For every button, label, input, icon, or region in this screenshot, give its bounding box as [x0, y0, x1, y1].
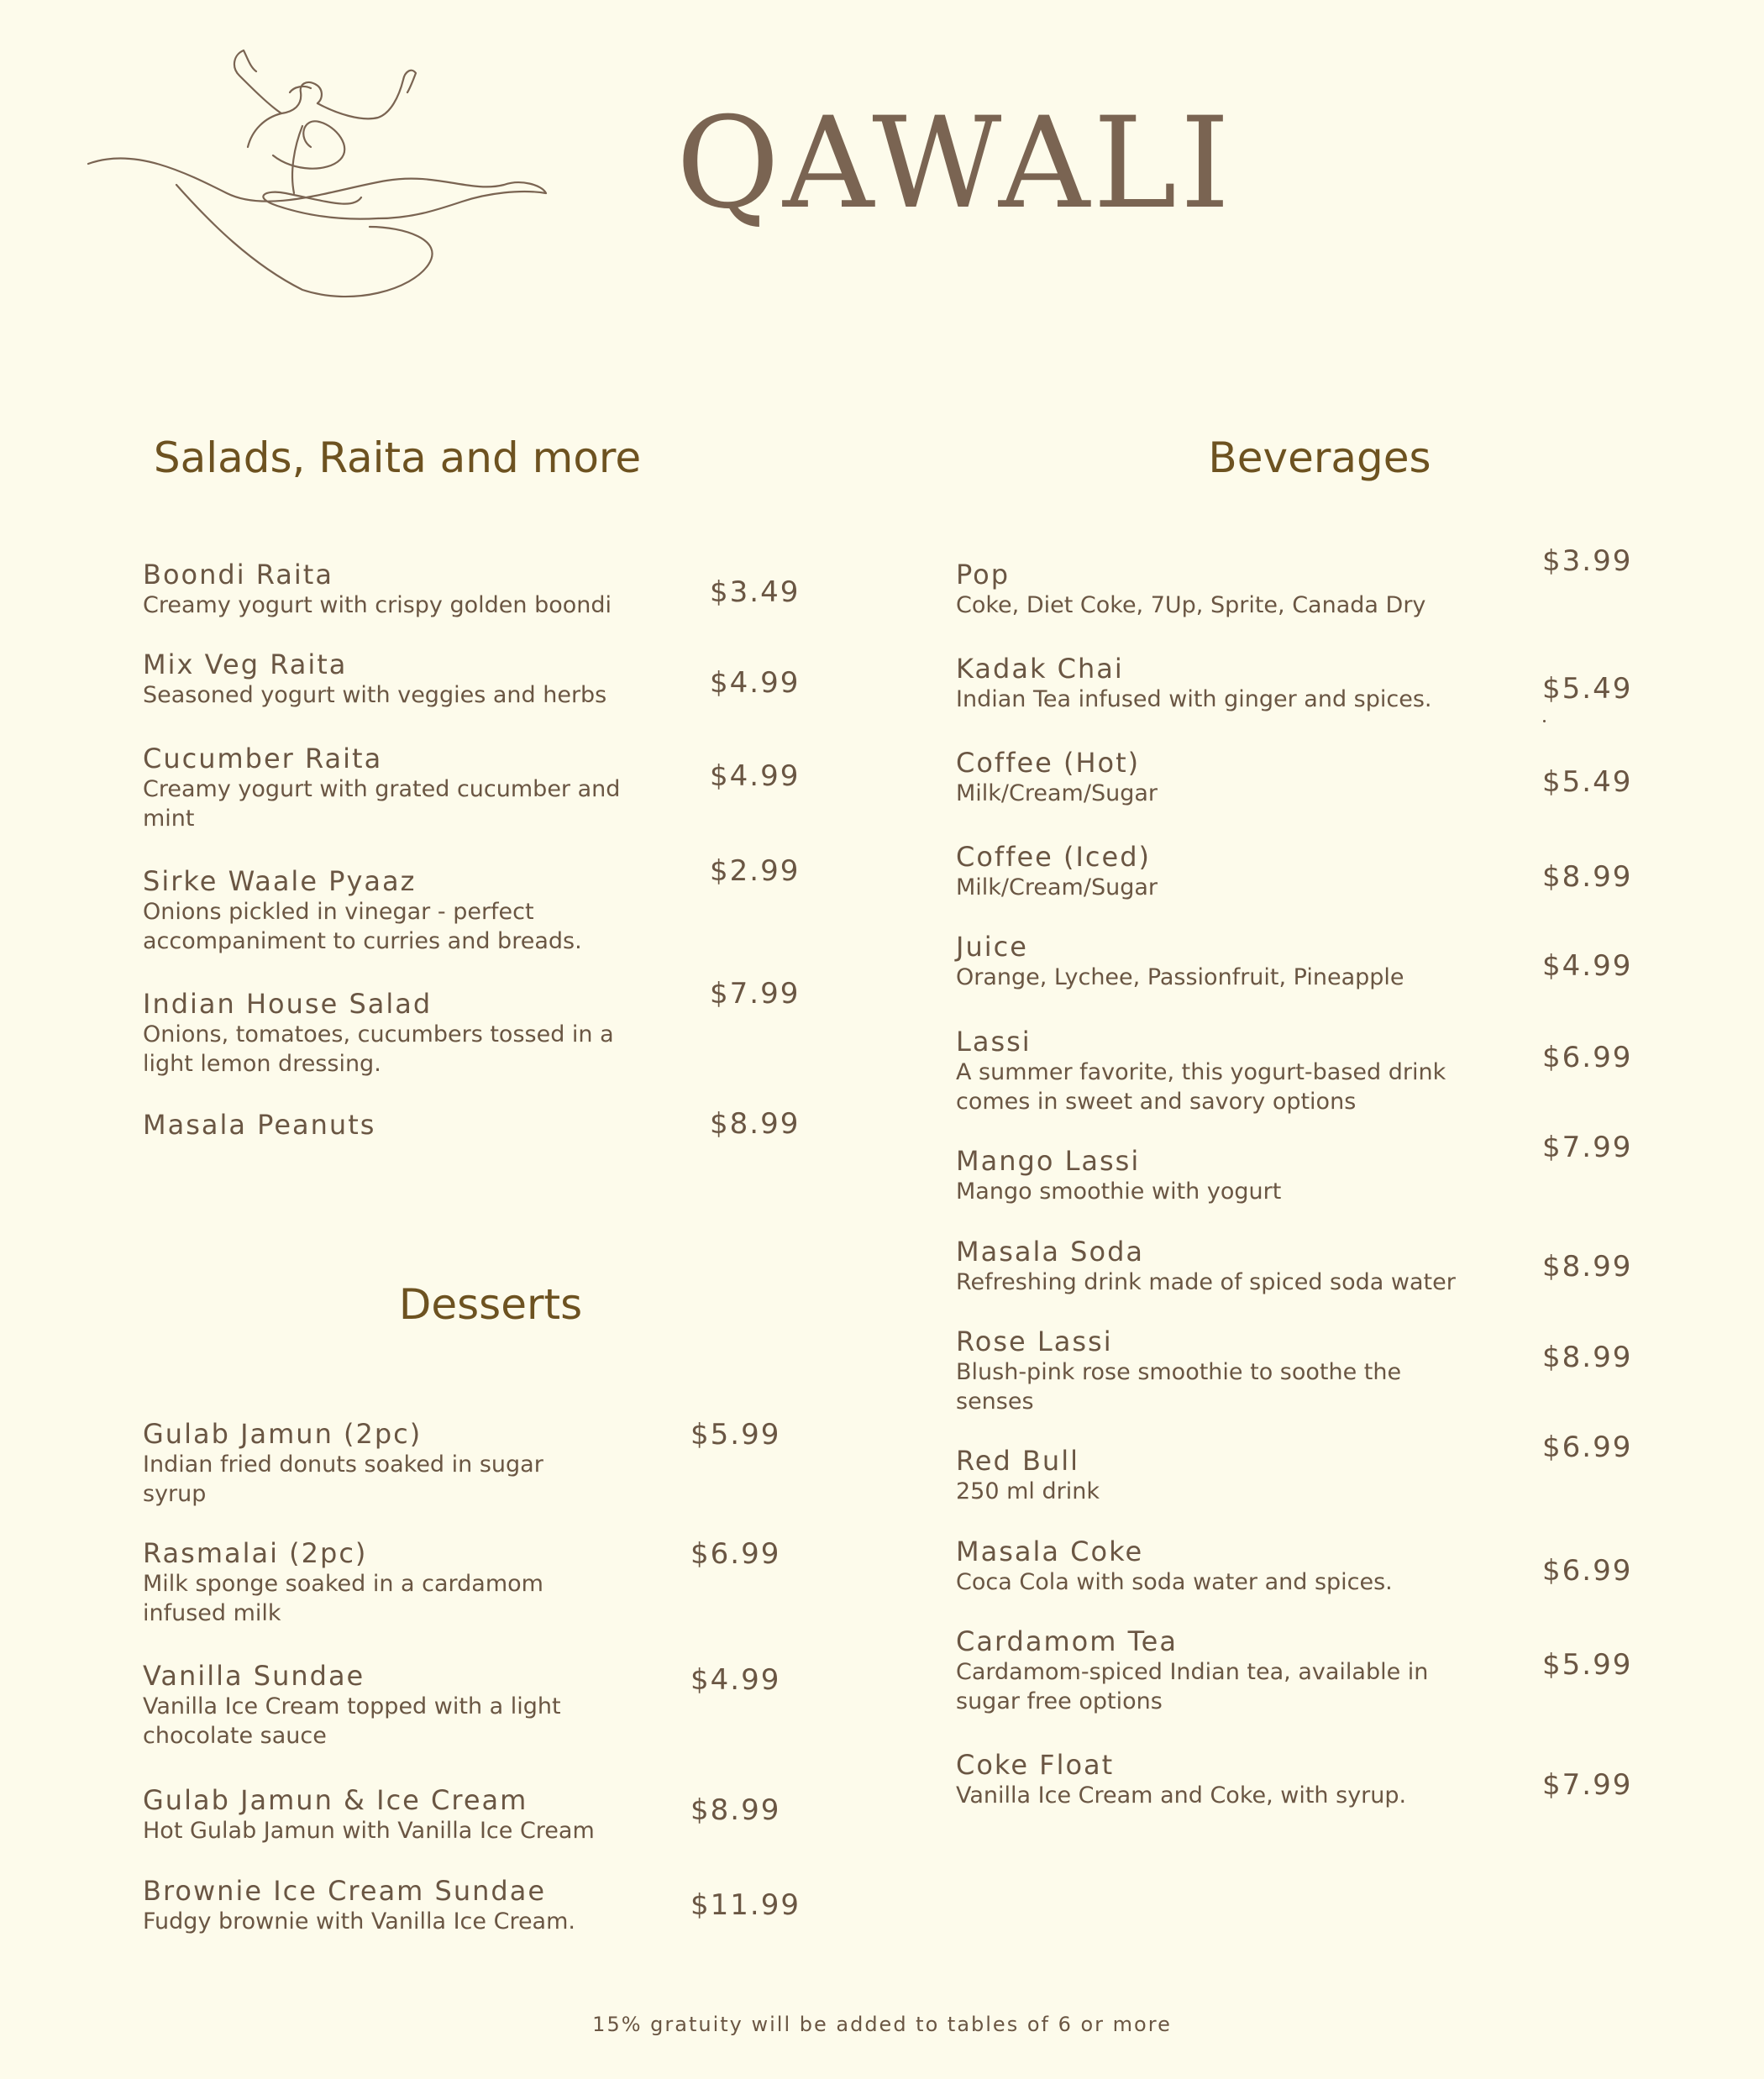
menu-item-description: A summer favorite, this yogurt-based drink comes in sweet and savory options: [956, 1059, 1446, 1115]
menu-item-description: Creamy yogurt with grated cucumber and mint: [143, 776, 621, 832]
menu-item: [956, 1145, 1477, 1206]
menu-item: [956, 1749, 1477, 1810]
menu-item-description: Milk/Cream/Sugar: [956, 780, 1158, 806]
menu-item-price: $4.99: [710, 759, 801, 793]
menu-item-name: Pop: [956, 559, 1011, 591]
menu-item-description: 250 ml drink: [956, 1478, 1100, 1504]
menu-item: [143, 865, 664, 956]
menu-item: [956, 1026, 1477, 1116]
menu-item-price: $8.99: [1542, 1341, 1633, 1374]
menu-item-price: $7.99: [1542, 1131, 1633, 1164]
menu-item-price: $8.99: [690, 1793, 781, 1827]
menu-item-description: Blush-pink rose smoothie to soothe the senses: [956, 1359, 1402, 1415]
menu-item-price: $6.99: [690, 1537, 781, 1571]
menu-item-name: Gulab Jamun & Ice Cream: [143, 1784, 528, 1816]
menu-item-price: $3.49: [710, 575, 801, 609]
menu-item: [143, 743, 664, 833]
menu-item-description: Vanilla Ice Cream topped with a light chocolate sauce: [143, 1693, 561, 1749]
menu-item-name: Cardamom Tea: [956, 1625, 1178, 1657]
menu-item: [956, 1445, 1477, 1506]
menu-item-name: Rasmalai (2pc): [143, 1537, 368, 1569]
menu-item-description: Creamy yogurt with crispy golden boondi: [143, 592, 612, 618]
menu-item: [143, 559, 664, 620]
gratuity-note: 15% gratuity will be added to tables of 6 or more: [592, 2013, 1172, 2036]
menu-item: [956, 747, 1477, 808]
menu-item-name: Rose Lassi: [956, 1326, 1113, 1357]
menu-item-name: Vanilla Sundae: [143, 1660, 365, 1692]
menu-item-description: Indian fried donuts soaked in sugar syrup: [143, 1452, 543, 1507]
menu-item: [956, 1236, 1477, 1297]
menu-item: [956, 1625, 1477, 1716]
menu-item-price: $4.99: [690, 1663, 781, 1697]
menu-item: [956, 559, 1477, 620]
menu-item-description: Onions, tomatoes, cucumbers tossed in a light lemon dressing.: [143, 1021, 614, 1077]
menu-item-price: $8.99: [710, 1107, 801, 1141]
menu-item-price: $7.99: [1542, 1768, 1633, 1802]
menu-item-description: Indian Tea infused with ginger and spices.: [956, 686, 1432, 712]
menu-item-name: Indian House Salad: [143, 988, 433, 1020]
menu-item-price: $6.99: [1542, 1041, 1633, 1074]
menu-item: [143, 1875, 664, 1936]
menu-item-name: Masala Coke: [956, 1536, 1144, 1567]
menu-item-description: Cardamom-spiced Indian tea, available in sugar free options: [956, 1659, 1429, 1714]
menu-item-name: Red Bull: [956, 1445, 1079, 1477]
desserts-section-title: Desserts: [398, 1280, 583, 1329]
menu-item-price: $3.99: [1542, 544, 1633, 578]
menu-item-price: $5.99: [690, 1418, 781, 1452]
menu-item-price: $2.99: [710, 854, 801, 888]
brand-title: QAWALI: [676, 91, 1234, 237]
menu-item-description: Refreshing drink made of spiced soda water: [956, 1269, 1456, 1295]
menu-item-name: Sirke Waale Pyaaz: [143, 865, 417, 897]
menu-item-name: Coffee (Hot): [956, 747, 1141, 779]
menu-item-name: Masala Soda: [956, 1236, 1144, 1268]
menu-item-name: Brownie Ice Cream Sundae: [143, 1875, 546, 1907]
whirling-dervish-icon: [84, 46, 554, 307]
salads-section-title: Salads, Raita and more: [153, 433, 642, 482]
menu-item-price: $11.99: [690, 1888, 801, 1922]
menu-item-name: Masala Peanuts: [143, 1109, 376, 1141]
menu-item-description: Vanilla Ice Cream and Coke, with syrup.: [956, 1782, 1407, 1809]
menu-item: [956, 931, 1477, 992]
menu-item-price: $7.99: [710, 977, 801, 1011]
menu-item-name: Kadak Chai: [956, 653, 1124, 685]
menu-item-description: Milk sponge soaked in a cardamom infused milk: [143, 1571, 543, 1626]
menu-item-name: Mango Lassi: [956, 1145, 1141, 1177]
menu-item-name: Mix Veg Raita: [143, 648, 348, 680]
menu-item-name: Juice: [956, 931, 1028, 963]
menu-item-description: Fudgy brownie with Vanilla Ice Cream.: [143, 1908, 575, 1935]
menu-item-description: Hot Gulab Jamun with Vanilla Ice Cream: [143, 1818, 595, 1844]
menu-item: [956, 653, 1477, 714]
menu-item: [143, 1109, 664, 1141]
menu-item: [143, 1784, 664, 1845]
menu-item-price: $4.99: [1542, 949, 1633, 983]
beverages-section-title: Beverages: [1208, 433, 1431, 482]
menu-item-price: $5.49: [1542, 765, 1633, 799]
menu-item-description: Orange, Lychee, Passionfruit, Pineapple: [956, 964, 1404, 990]
menu-item-description: Onions pickled in vinegar - perfect accompaniment to curries and breads.: [143, 899, 582, 954]
menu-item: [956, 1326, 1477, 1416]
stray-dot: [1543, 720, 1546, 722]
menu-item: [143, 1537, 664, 1628]
menu-item: [143, 1418, 664, 1509]
menu-item-price: $5.99: [1542, 1648, 1633, 1682]
menu-item-price: $4.99: [710, 666, 801, 700]
menu-item-name: Gulab Jamun (2pc): [143, 1418, 423, 1450]
menu-item-name: Coke Float: [956, 1749, 1115, 1781]
menu-item: [143, 988, 664, 1079]
menu-item-price: $6.99: [1542, 1554, 1633, 1588]
menu-item-name: Boondi Raita: [143, 559, 333, 591]
menu-item: [143, 648, 664, 710]
menu-item-name: Cucumber Raita: [143, 743, 383, 774]
menu-item-description: Coke, Diet Coke, 7Up, Sprite, Canada Dry: [956, 592, 1426, 618]
menu-item-description: Milk/Cream/Sugar: [956, 874, 1158, 900]
menu-item-description: Coca Cola with soda water and spices.: [956, 1569, 1393, 1595]
menu-item: [956, 1536, 1477, 1597]
menu-item-description: Mango smoothie with yogurt: [956, 1179, 1282, 1205]
menu-item-price: $8.99: [1542, 860, 1633, 894]
menu-item-price: $8.99: [1542, 1250, 1633, 1284]
menu-item: [956, 841, 1477, 902]
menu-item-name: Coffee (Iced): [956, 841, 1151, 873]
menu-item-name: Lassi: [956, 1026, 1032, 1058]
menu-item-price: $5.49: [1542, 672, 1633, 706]
menu-item-description: Seasoned yogurt with veggies and herbs: [143, 682, 607, 708]
menu-item-price: $6.99: [1542, 1431, 1633, 1464]
menu-item: [143, 1660, 664, 1751]
